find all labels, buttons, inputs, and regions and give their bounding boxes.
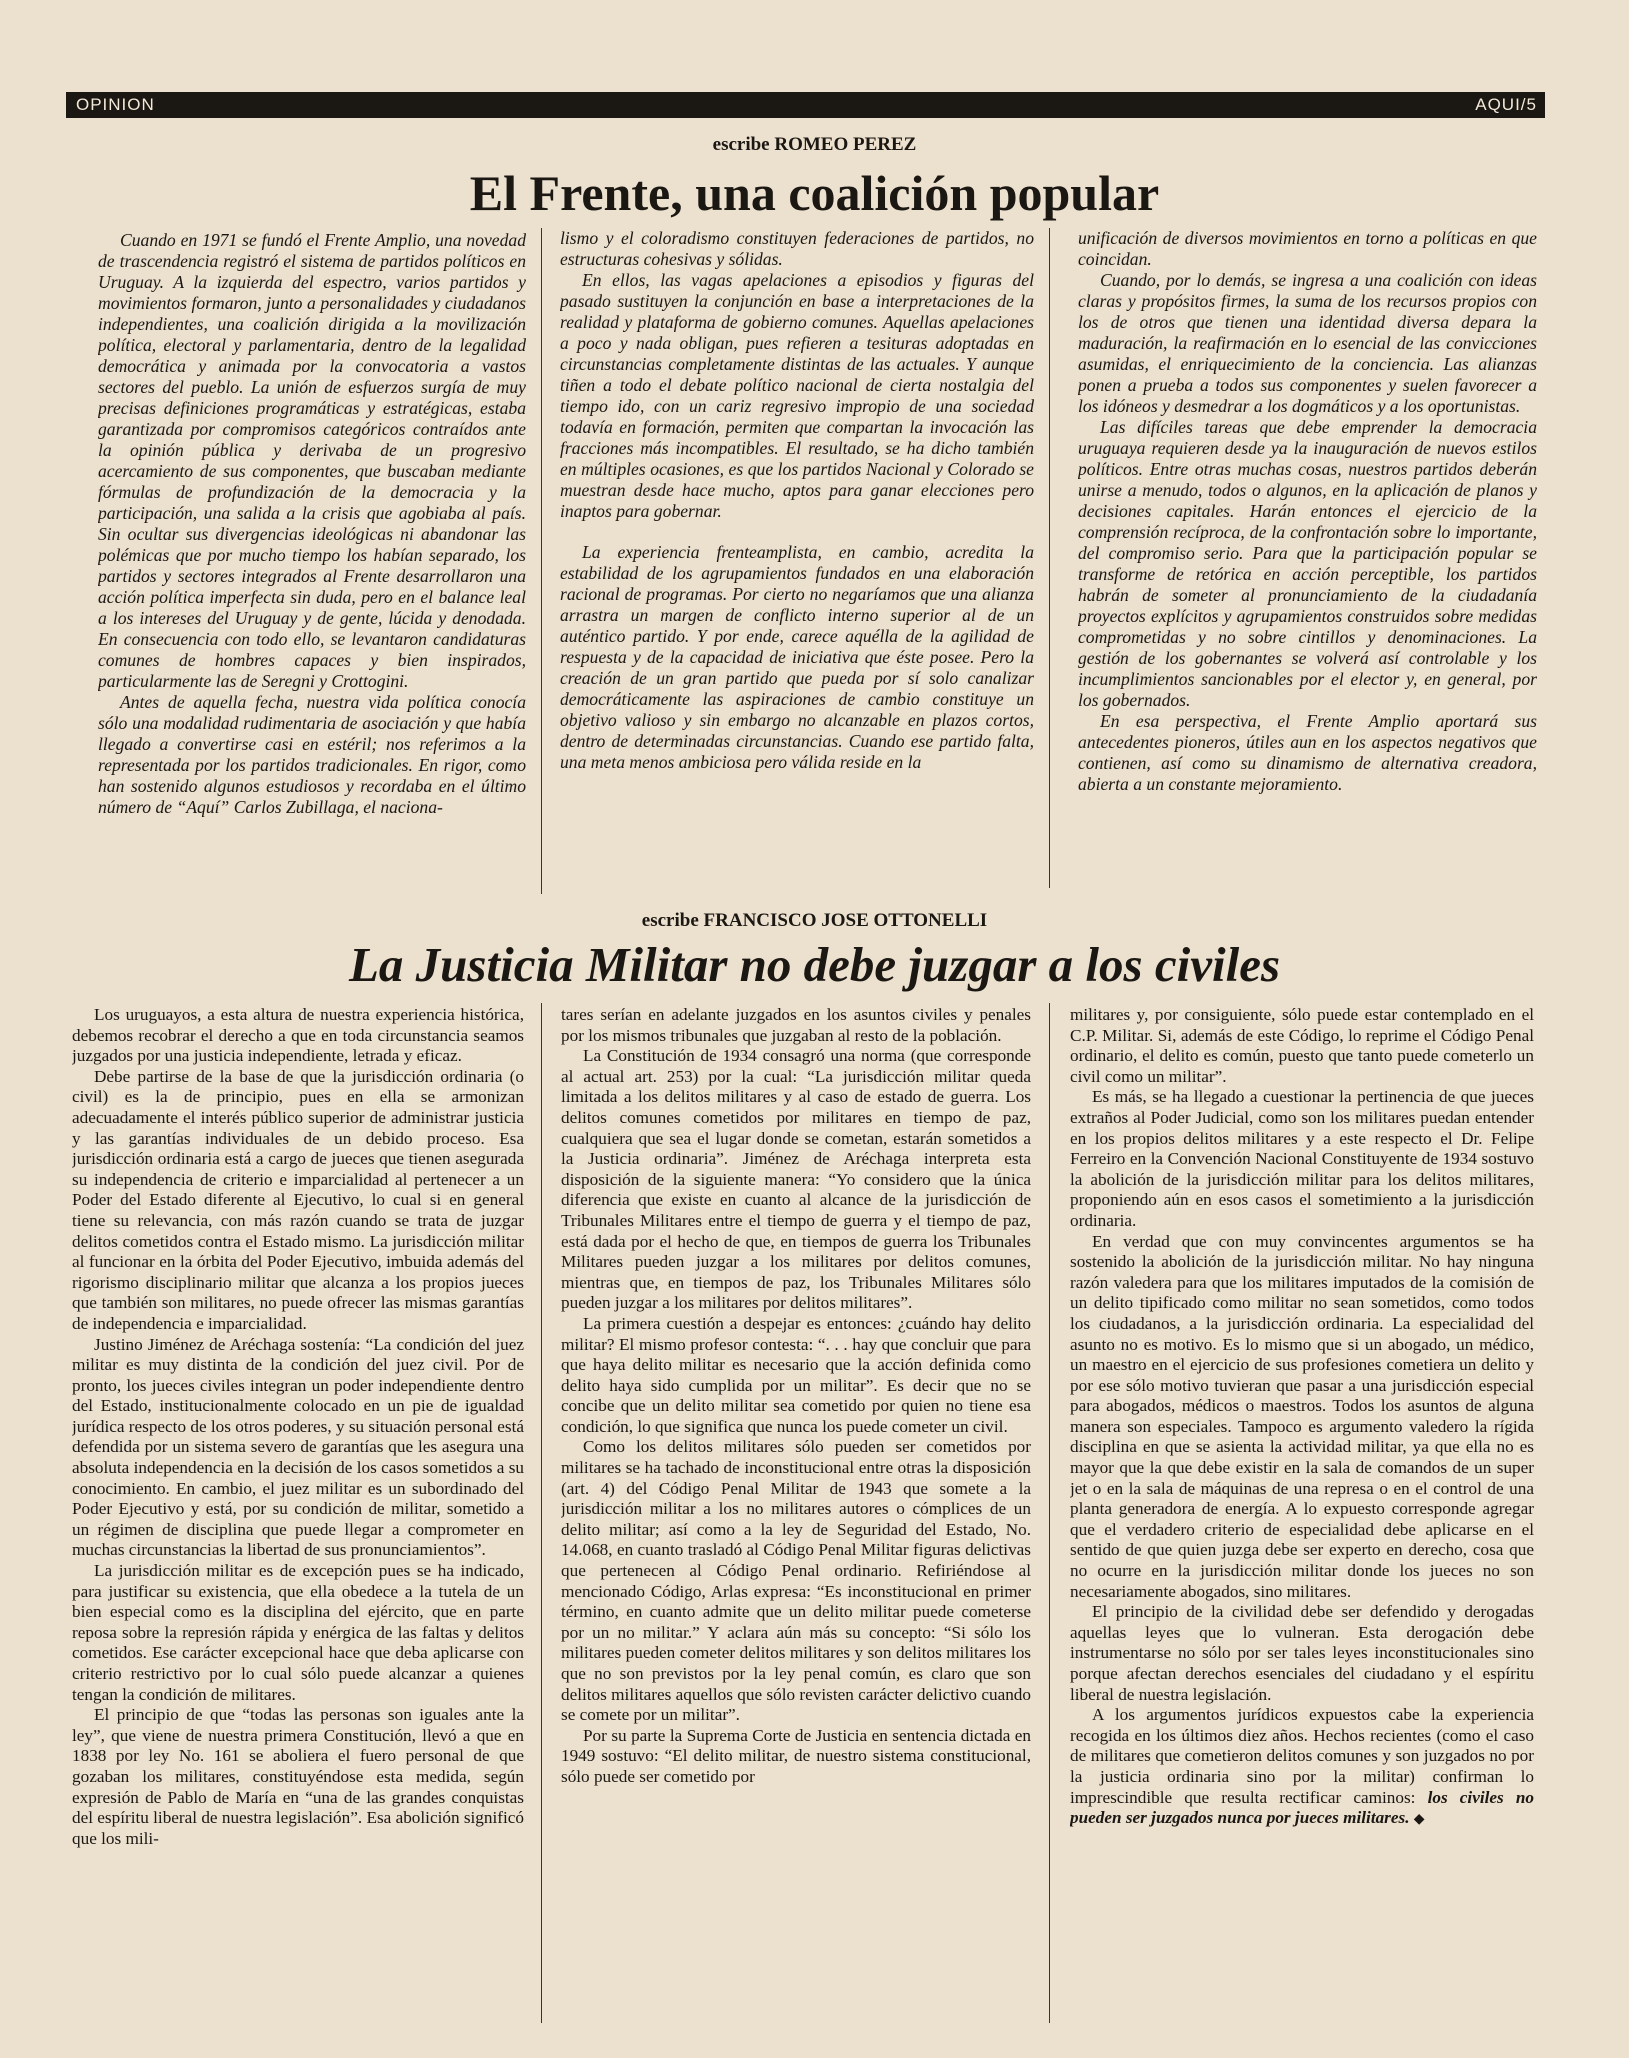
paragraph: tares serían en adelante juzgados en los asuntos civiles y penales por los mismos tribunales que juzgaban al resto de la población. [561, 1005, 1031, 1045]
paragraph: Las difíciles tareas que debe emprender la democracia uruguaya requieren desde ya la inauguración de nuevos estilos políticos. Entre otras muchas cosas, nuestros partidos deberán unirse a menudo, todos o algunos, en la aplicación de planos y decisiones capitales. Harán entonces el ejercicio de la comprensión recíproca, de la confrontación sobre lo importante, del compromiso serio. Para que la participación popular se transforme de retórica en acción perceptible, los partidos habrán de someter al pronunciamiento de la ciudadanía proyectos explícitos y agrupamientos construidos sobre medidas comprometidas y no sobre cintillos y denominaciones. La gestión de los gobernantes se volverá así controlable y los incumplimientos sancionables por el elector y, en general, por los gobernados. [1078, 417, 1537, 710]
paragraph: Por su parte la Suprema Corte de Justicia en sentencia dictada en 1949 sostuvo: “El delito militar, de nuestro sistema constitucional, sólo puede ser cometido por [561, 1725, 1031, 1786]
paragraph: lismo y el coloradismo constituyen federaciones de partidos, no estructuras cohesivas y sólidas. [560, 228, 1034, 269]
paragraph: En ellos, las vagas apelaciones a episodios y figuras del pasado sustituyen la conjunción en base a interpretaciones de la realidad y plataforma de gobierno comunes. Aquellas apelaciones a poco y nada obligan, pues refieren a tesituras adoptadas en circunstancias completamente distintas de las actuales. Y aunque tiñen a todo el debate político nacional de cierta nostalgia del tiempo ido, con un cariz regresivo impropio de una sociedad todavía en formación, permiten que compartan la invocación las fracciones más incompatibles. El resultado, se ha dicho también en múltiples ocasiones, es que los partidos Nacional y Colorado se muestran desde hace mucho, aptos para ganar elecciones pero inaptos para gobernar. [560, 270, 1034, 521]
paragraph: Justino Jiménez de Aréchaga sostenía: “La condición del juez militar es muy distinta de la condición del juez civil. Por de pronto, los jueces civiles integran un poder independiente dentro del Estado, institucionalmente colocado en un pie de igualdad jurídica respecto de los otros poderes, y su situación personal está defendida por un sistema severo de garantías que les asegura una absoluta independencia en la decisión de los casos sometidos a su conocimiento. En cambio, el juez militar es un subordinado del Poder Ejecutivo y está, por su condición de militar, sometido a un régimen de disciplina que puede llegar a comprometer en muchas circunstancias la libertad de sus pronunciamientos”. [72, 1334, 524, 1560]
paragraph: La jurisdicción militar es de excepción pues se ha indicado, para justificar su existencia, que ella obedece a la tutela de un bien especial como es la disciplina del ejército, que en parte reposa sobre la represión rápida y enérgica de las faltas y delitos cometidos. Ese carácter excepcional hace que deba aplicarse con criterio restrictivo por lo cual sólo puede alcanzar a quienes tengan la condición de militares. [72, 1561, 524, 1704]
article2-column-1 [72, 1005, 524, 2023]
paragraph: unificación de diversos movimientos en torno a políticas en que coincidan. [1078, 228, 1537, 269]
paragraph: La Constitución de 1934 consagró una norma (que corresponde al actual art. 253) por la cual: “La jurisdicción militar queda limitada a los delitos militares y al caso de estado de guerra. Los delitos comunes cometidos por militares en tiempo de paz, cualquiera que sea el lugar donde se cometan, estarán sometidos a la Justicia ordinaria”. Jiménez de Aréchaga interpreta esta disposición de la siguiente manera: “Yo considero que la única diferencia que existe en cuanto al alcance de la jurisdicción de Tribunales Militares entre el tiempo de guerra y el tiempo de paz, está dada por el hecho de que, en tiempos de guerra los Tribunales Militares pueden juzgar a los militares por delitos comunes, mientras que, en tiempos de paz, los Tribunales Militares sólo pueden juzgar a los militares por delitos militares”. [561, 1046, 1031, 1313]
article1-column-3 [1078, 228, 1537, 888]
closing-emphasis: los civiles no pueden ser juzgados nunca por jueces militares. [1070, 1787, 1534, 1828]
section-header-bar [66, 92, 1545, 118]
paragraph: El principio de la civilidad debe ser defendido y derogadas aquellas leyes que lo vulneran. Esta derogación debe instrumentarse no sólo por ser tales leyes inconstitucionales sino porque afectan derechos esenciales del ciudadano y el espíritu liberal de nuestra legislación. [1070, 1602, 1534, 1704]
article1-title: El Frente, una coalición popular [469, 165, 1160, 221]
article1-column-2 [560, 228, 1034, 894]
paragraph: militares y, por consiguiente, sólo puede estar contemplado en el C.P. Militar. Si, además de este Código, lo reprime el Código Penal ordinario, el delito es común, puesto que tanto puede cometerlo un civil como un militar”. [1070, 1005, 1534, 1086]
paragraph: La experiencia frenteamplista, en cambio, acredita la estabilidad de los agrupamientos fundados en una elaboración racional de programas. Por cierto no negaríamos que una alianza arrastra un margen de conflicto interno superior al de un auténtico partido. Y por ende, carece aquélla de la agilidad de respuesta y de la capacidad de iniciativa que éste posee. Pero la creación de un gran partido que pueda por sí solo canalizar democráticamente las aspiraciones de cambio constituye un objetivo valioso y sin embargo no alcanzable en plazos cortos, dentro de determinadas circunstancias. Cuando ese partido falta, una meta menos ambiciosa pero válida reside en la [560, 542, 1034, 772]
paragraph-closing [1070, 1705, 1534, 1831]
paragraph: Antes de aquella fecha, nuestra vida política conocía sólo una modalidad rudimentaria de asociación y que había llegado a convertirse casi en estéril; nos referimos a la representada por los partidos tradicionales. En rigor, como han sostenido algunos estudiosos y recordaba en el último número de “Aquí” Carlos Zubillaga, el naciona- [98, 692, 526, 817]
column-divider [1049, 1003, 1050, 2023]
column-divider [541, 228, 542, 894]
article2-column-3 [1070, 1005, 1534, 2023]
section-label: OPINION [76, 95, 155, 114]
paragraph: Cuando en 1971 se fundó el Frente Amplio, una novedad de trascendencia registró el sistema de partidos políticos en Uruguay. A la izquierda del espectro, varios partidos y movimientos formaron, junto a personalidades y ciudadanos independientes, una coalición dirigida a la movilización política, electoral y parlamentaria, dentro de la legalidad democrática y animada por la convocatoria a vastos sectores del pueblo. La unión de esfuerzos surgía de muy precisas definiciones programáticas y estratégicas, estaba garantizada por compromisos categóricos contraídos ante la opinión pública y derivaba de un progresivo acercamiento de sus componentes, que buscaban mediante fórmulas de profundización de la democracia y la participación, una salida a la crisis que agobiaba al país. Sin ocultar sus divergencias ideológicas ni abandonar las polémicas que por mucho tiempo los habían separado, los partidos y sectores integrados al Frente desarrollaron una acción política imperfecta sin duda, pero en el balance leal a los intereses del Uruguay y de gente, lúcida y denodada. En consecuencia con todo ello, se levantaron candidaturas comunes de hombres capaces y bien inspirados, particularmente las de Seregni y Crottogini. [98, 230, 526, 691]
article1-column-1 [98, 230, 526, 894]
page-number: AQUI/5 [1475, 95, 1537, 114]
paragraph: Es más, se ha llegado a cuestionar la pertinencia de que jueces extraños al Poder Judicial, como son los militares puedan entender en los propios delitos militares y a este respecto el Dr. Felipe Ferreiro en la Convención Nacional Constituyente de 1934 sostuvo la abolición de la jurisdicción militar para los delitos militares, proponiendo aún en esos casos el sometimiento a la jurisdicción ordinaria. [1070, 1087, 1534, 1230]
closing-text: A los argumentos jurídicos expuestos cabe la experiencia recogida en los últimos diez años. Hechos recientes (como el caso de militares que cometieron delitos comunes y son juzgados no por la justicia ordinaria sino por la militar) confirman lo imprescindible que resulta rectificar caminos: [1070, 1705, 1534, 1807]
article1-byline: escribe ROMEO PEREZ [712, 134, 917, 155]
paragraph: Como los delitos militares sólo pueden ser cometidos por militares se ha tachado de inconstitucional entre otras la disposición (art. 4) del Código Penal Militar de 1943 que somete a la jurisdicción militar a los no militares autores o cómplices de un delito militar; así como a la ley de Seguridad del Estado, No. 14.068, en cuanto trasladó al Código Penal Militar figuras delictivas que pertenecen al Código Penal ordinario. Refiriéndose al mencionado Código, Arlas expresa: “Es inconstitucional en primer término, en cuanto admite que un delito militar puede cometerse por un no militar.” Y aclara aún más su concepto: “Si sólo los militares pueden cometer delitos militares y son delitos militares los que no son previstos por la ley penal común, es claro que son delitos militares aquellos que sólo revisten carácter delictivo cuando se comete por un militar”. [561, 1437, 1031, 1725]
end-mark-icon: ◆ [1413, 1812, 1425, 1828]
paragraph: En esa perspectiva, el Frente Amplio aportará sus antecedentes pioneros, útiles aun en los aspectos negativos que contienen, así como su dinamismo de alternativa creadora, abierta a un constante mejoramiento. [1078, 711, 1537, 794]
paragraph: El principio de que “todas las personas son iguales ante la ley”, que viene de nuestra primera Constitución, llevó a que en 1838 por ley No. 161 se aboliera el fuero personal de que gozaban los militares, constituyéndose esta medida, según expresión de Pablo de María en “una de las grandes conquistas del espíritu liberal de nuestra legislación”. Esa abolición significó que los mili- [72, 1705, 524, 1848]
article2-byline: escribe FRANCISCO JOSE OTTONELLI [641, 910, 988, 931]
column-divider [541, 1003, 542, 2023]
article2-title: La Justicia Militar no debe juzgar a los civiles [348, 937, 1281, 992]
paragraph: Debe partirse de la base de que la jurisdicción ordinaria (o civil) es la de principio, pues en ella se armonizan adecuadamente el interés público superior de administrar justicia y las garantías individuales de un debido proceso. Esa jurisdicción ordinaria está a cargo de jueces que tienen asegurada su independencia de criterio e imparcialidad al pertenecer a un Poder del Estado diferente al Ejecutivo, lo cual si en general tiene su relevancia, con más razón cuando se trata de juzgar delitos cometidos contra el Estado mismo. La jurisdicción militar al funcionar en la órbita del Poder Ejecutivo, imbuida además del rigorismo disciplinario militar que alcanza a los propios jueces que también son militares, no puede ofrecer las mismas garantías de independencia e imparcialidad. [72, 1066, 524, 1333]
paragraph: La primera cuestión a despejar es entonces: ¿cuándo hay delito militar? El mismo profesor contesta: “. . . hay que concluir que para que haya delito militar es necesario que la acción definida como delito haya sido cumplida por un militar”. Es decir que no se concibe que un delito militar sea cometido por quien no tiene esa condición, lo que significa que nunca los puede cometer un civil. [561, 1313, 1031, 1436]
paragraph: En verdad que con muy convincentes argumentos se ha sostenido la abolición de la jurisdicción militar. No hay ninguna razón valedera para que los militares imputados de la comisión de un delito tipificado como militar no sean sometidos, como todos los ciudadanos, a la jurisdicción ordinaria. La especialidad del asunto no es motivo. Es lo mismo que si un abogado, un médico, un maestro en el ejercicio de sus profesiones cometiera un delito y por ese sólo motivo tuvieran que pasar a una jurisdicción especial para abogados, médicos o maestros. Todos los asuntos de alguna manera son especiales. Tampoco es argumento valedero la rígida disciplina en que se asienta la actividad militar, ya que ella no es mayor que la que debe existir en la sala de comandos de un super jet o en la sala de máquinas de una represa o en el control de una planta generadora de energía. A lo expuesto corresponde agregar que el verdadero criterio de especialidad debe aplicarse en el sentido de que quien juzga debe ser experto en derecho, cosa que no ocurre en la jurisdicción militar donde los jueces no son necesariamente abogados, sino militares. [1070, 1231, 1534, 1601]
column-divider [1049, 228, 1050, 888]
article2-column-2 [561, 1005, 1031, 2023]
paragraph: Cuando, por lo demás, se ingresa a una coalición con ideas claras y propósitos firmes, la suma de los recursos propios con los de otros que tienen una identidad diversa depara la maduración, la reafirmación en lo esencial de las convicciones asumidas, el enriquecimiento de la conciencia. Las alianzas ponen a prueba a todos sus componentes y suelen favorecer a los idóneos y desmedrar a los dogmáticos y a los oportunistas. [1078, 270, 1537, 416]
paragraph: Los uruguayos, a esta altura de nuestra experiencia histórica, debemos recobrar el derecho a que en toda circunstancia seamos juzgados por una justicia independiente, letrada y eficaz. [72, 1005, 524, 1066]
